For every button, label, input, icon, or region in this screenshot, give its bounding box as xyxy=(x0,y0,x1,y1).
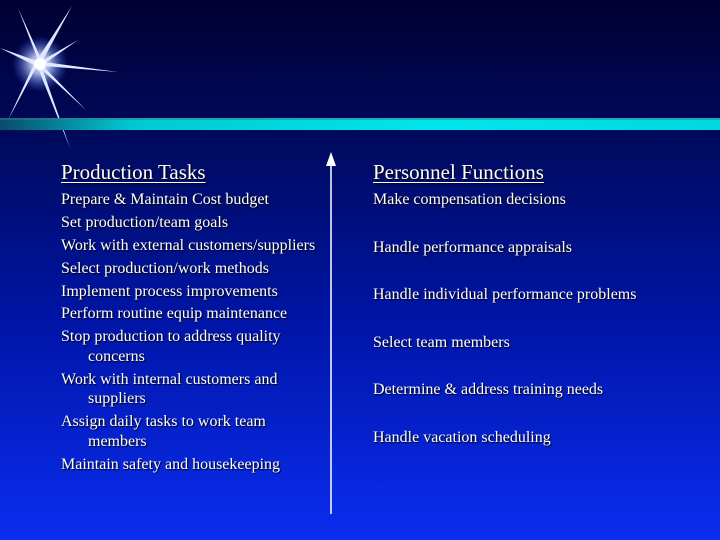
list-item: Handle individual performance problems xyxy=(373,286,637,303)
list-item: Handle vacation scheduling xyxy=(373,428,551,446)
list-item: Maintain safety and housekeeping xyxy=(61,455,281,473)
list-item: Assign daily tasks to work team members xyxy=(61,413,266,450)
personnel-functions-column xyxy=(373,158,703,475)
list-item: Make compensation decisions xyxy=(373,191,566,208)
list-item: Stop production to address quality concerns xyxy=(61,328,281,365)
personnel-functions-list xyxy=(373,190,703,447)
list-item: Implement process improvements xyxy=(61,282,278,300)
production-tasks-list xyxy=(61,190,326,474)
list-item: Determine & address training needs xyxy=(373,381,604,398)
list-item: Work with internal customers and suppliers xyxy=(61,370,278,408)
list-item: Work with external customers/suppliers xyxy=(61,236,316,254)
list-item: Select production/work methods xyxy=(61,259,269,277)
list-item: Perform routine equip maintenance xyxy=(61,305,288,323)
column-divider-arrow xyxy=(324,152,338,514)
production-tasks-column xyxy=(61,158,326,477)
list-item: Select team members xyxy=(373,333,510,351)
production-tasks-heading: Production Tasks xyxy=(61,160,206,184)
list-item: Prepare & Maintain Cost budget xyxy=(61,191,269,208)
personnel-functions-heading: Personnel Functions xyxy=(373,160,544,184)
header-accent-bar xyxy=(0,118,720,130)
list-item: Set production/team goals xyxy=(61,213,229,231)
list-item: Handle performance appraisals xyxy=(373,238,573,256)
